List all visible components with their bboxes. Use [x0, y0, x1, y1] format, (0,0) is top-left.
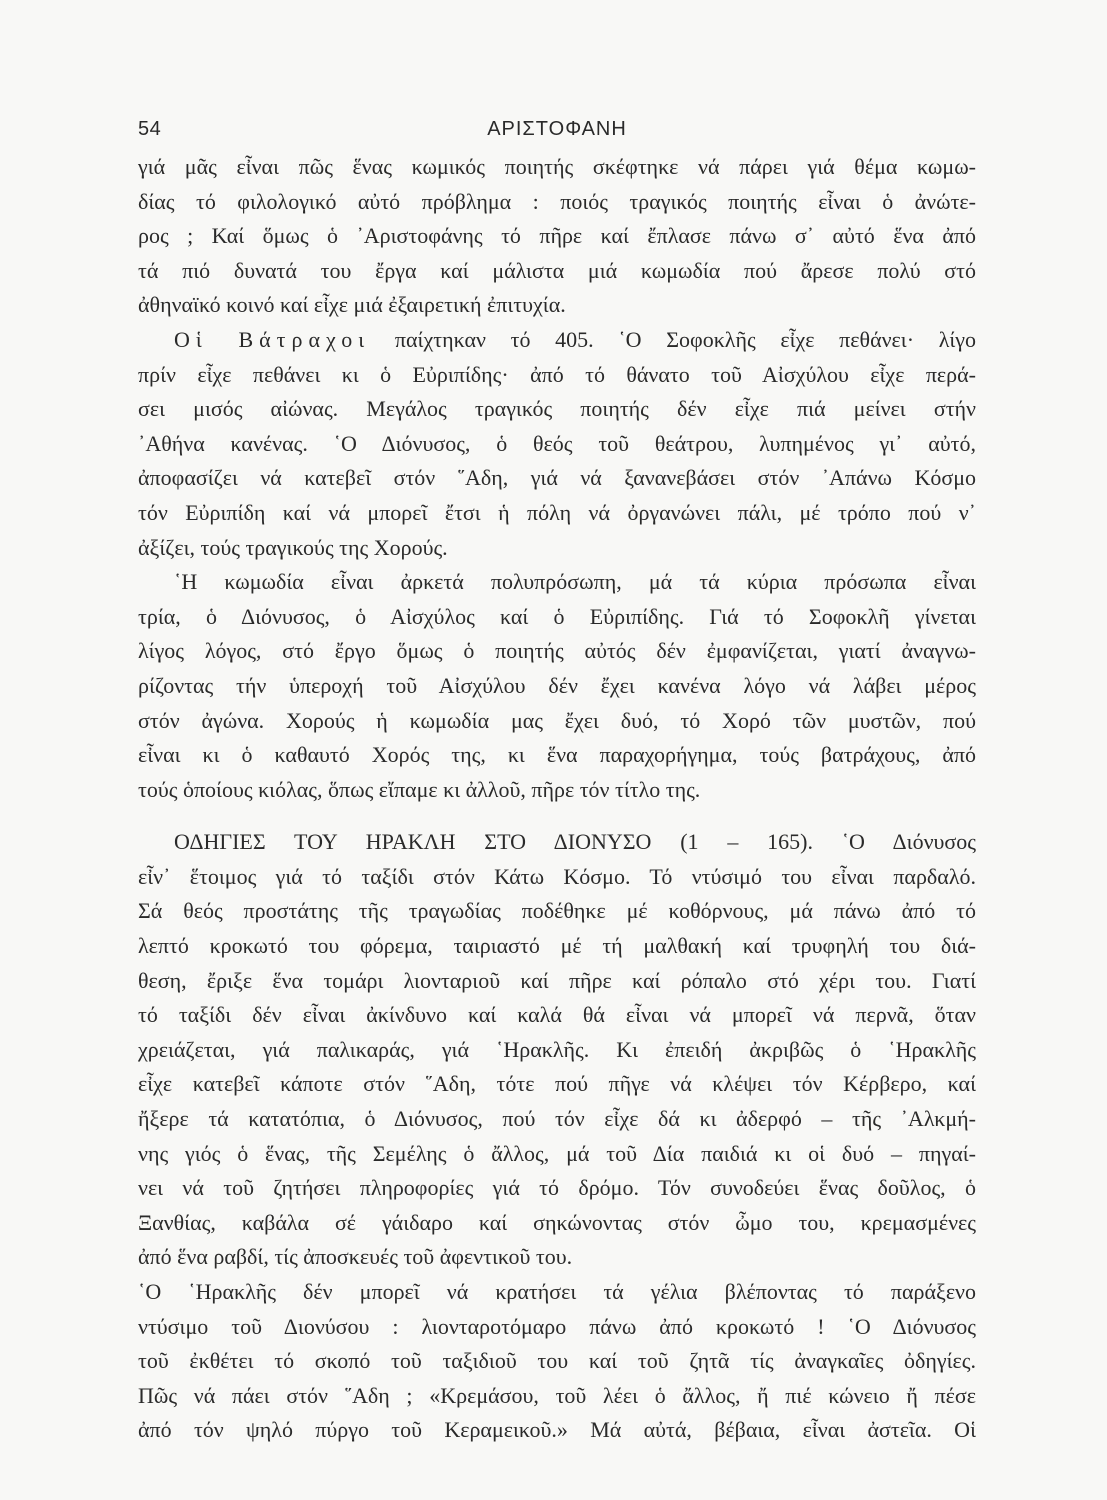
text-line: ἀπό τόν ψηλό πύργο τοῦ Κεραμεικοῦ.» Μά αὐτά, βέβαια, εἶναι ἀστεῖα. Οἱ	[138, 1417, 976, 1443]
text-line: δίας τό φιλολογικό αὐτό πρόβλημα : ποιός τραγικός ποιητής εἶναι ὁ ἀνώτε-	[138, 188, 976, 214]
text-line: ῾Η κωμωδία εἶναι ἀρκετά πολυπρόσωπη, μά τά κύρια πρόσωπα εἶναι	[174, 569, 976, 595]
text-line-rest: παίχτηκαν τό 405. ῾Ο Σοφοκλῆς εἶχε πεθάνει· λίγο	[394, 326, 977, 352]
text-line: ἀξίζει, τούς τραγικούς της Χορούς.	[138, 534, 448, 560]
text-line	[138, 323, 976, 358]
paragraph-heracles-laughs	[138, 1275, 976, 1448]
text-line: ντύσιμο τοῦ Διονύσου : λιονταροτόμαρο πάνω ἀπό κροκωτό ! ῾Ο Διόνυσος	[138, 1313, 976, 1339]
running-title: ΑΡΙΣΤΟΦΑΝΗ	[487, 118, 627, 140]
text-line: γιά μᾶς εἶναι πῶς ἕνας κωμικός ποιητής σκέφτηκε νά πάρει γιά θέμα κωμω-	[138, 154, 976, 179]
text-line: πρίν εἶχε πεθάνει κι ὁ Εὐριπίδης· ἀπό τό θάνατο τοῦ Αἰσχύλου εἶχε περά-	[138, 361, 976, 387]
text-line: χρειάζεται, γιά παλικαράς, γιά ῾Ηρακλῆς. Κι ἐπειδή ἀκριβῶς ὁ ῾Ηρακλῆς	[138, 1036, 976, 1062]
text-line: θεση, ἔριξε ἕνα τομάρι λιονταριοῦ καί πῆρε καί ρόπαλο στό χέρι του. Γιατί	[138, 967, 976, 993]
text-line: ᾿Αθήνα κανένας. ῾Ο Διόνυσος, ὁ θεός τοῦ θεάτρου, λυπημένος γι᾿ αὐτό,	[138, 430, 976, 456]
text-line: νης γιός ὁ ἕνας, τῆς Σεμέλης ὁ ἄλλος, μά τοῦ Δία παιδιά κι οἱ δυό – πηγαί-	[138, 1140, 976, 1166]
paragraph-characters	[138, 565, 976, 807]
paragraph-section-heracles	[138, 825, 976, 1275]
text-line: σει μισός αἰώνας. Μεγάλος τραγικός ποιητής δέν εἶχε πιά μείνει στήν	[138, 396, 976, 422]
text-line: ῾Ο ῾Ηρακλῆς δέν μπορεῖ νά κρατήσει τά γέλια βλέποντας τό παράξενο	[138, 1279, 976, 1304]
text-line: νει νά τοῦ ζητήσει πληροφορίες γιά τό δρόμο. Τόν συνοδεύει ἕνας δοῦλος, ὁ	[138, 1175, 976, 1201]
text-line: τούς ὁποίους κιόλας, ὅπως εἴπαμε κι ἀλλοῦ, πῆρε τόν τίτλο της.	[138, 776, 701, 802]
text-line: Πῶς νά πάει στόν ῞Αδη ; «Κρεμάσου, τοῦ λέει ὁ ἄλλος, ἤ πιέ κώνειο ἤ πέσε	[138, 1382, 976, 1408]
text-line: τά πιό δυνατά του ἔργα καί μάλιστα μιά κωμωδία πού ἄρεσε πολύ στό	[138, 257, 976, 283]
text-line: εἶναι κι ὁ καθαυτό Χορός της, κι ἕνα παραχορήγημα, τούς βατράχους, ἀπό	[138, 742, 976, 768]
section-heading-line: ΟΔΗΓΙΕΣ ΤΟΥ ΗΡΑΚΛΗ ΣΤΟ ΔΙΟΝΥΣΟ (1 – 165). ῾Ο Διόνυσος	[174, 829, 976, 855]
text-line: στόν ἀγώνα. Χορούς ἡ κωμωδία μας ἔχει δυό, τό Χορό τῶν μυστῶν, πού	[138, 707, 976, 733]
text-line: τόν Εὐριπίδη καί νά μπορεῖ ἔτσι ἡ πόλη νά ὀργανώνει πάλι, μέ τρόπο πού ν᾿	[138, 499, 976, 525]
text-line: ρος ; Καί ὅμως ὁ ᾿Αριστοφάνης τό πῆρε καί ἔπλασε πάνω σ᾿ αὐτό ἕνα ἀπό	[138, 223, 976, 249]
page-header	[138, 118, 976, 148]
text-line: Ξανθίας, καβάλα σέ γάιδαρο καί σηκώνοντας στόν ὦμο του, κρεμασμένες	[138, 1209, 976, 1235]
text-line: εἶν᾿ ἕτοιμος γιά τό ταξίδι στόν Κάτω Κόσμο. Τό ντύσιμό του εἶναι παρδαλό.	[138, 863, 976, 889]
page-number: 54	[138, 118, 162, 140]
text-line: Σά θεός προστάτης τῆς τραγωδίας ποδέθηκε μέ κοθόρνους, μά πάνω ἀπό τό	[138, 898, 976, 924]
text-line: τρία, ὁ Διόνυσος, ὁ Αἰσχύλος καί ὁ Εὐριπίδης. Γιά τό Σοφοκλῆ γίνεται	[138, 603, 976, 629]
paragraph-intro	[138, 150, 976, 323]
text-line: ρίζοντας τήν ὑπεροχή τοῦ Αἰσχύλου δέν ἔχει κανένα λόγο νά λάβει μέρος	[138, 672, 976, 698]
text-line: τοῦ ἐκθέτει τό σκοπό τοῦ ταξιδιοῦ του καί τοῦ ζητᾶ τίς ἀναγκαῖες ὀδηγίες.	[138, 1348, 976, 1374]
paragraph-frogs	[138, 323, 976, 565]
text-line: ἀπό ἕνα ραβδί, τίς ἀποσκευές τοῦ ἀφεντικοῦ του.	[138, 1244, 573, 1270]
text-line: εἶχε κατεβεῖ κάποτε στόν ῞Αδη, τότε πού πῆγε νά κλέψει τόν Κέρβερο, καί	[138, 1071, 976, 1097]
body-text	[138, 150, 976, 1448]
text-line: ἀθηναϊκό κοινό καί εἶχε μιά ἐξαιρετική ἐπιτυχία.	[138, 292, 566, 318]
text-line: λίγος λόγος, στό ἔργο ὅμως ὁ ποιητής αὐτός δέν ἐμφανίζεται, γιατί ἀναγνω-	[138, 638, 976, 664]
text-line: τό ταξίδι δέν εἶναι ἀκίνδυνο καί καλά θά εἶναι νά μπορεῖ νά περνᾶ, ὅταν	[138, 1002, 976, 1028]
text-line: λεπτό κροκωτό του φόρεμα, ταιριαστό μέ τή μαλθακή καί τρυφηλή του διά-	[138, 933, 976, 959]
text-line: ἀποφασίζει νά κατεβεῖ στόν ῞Αδη, γιά νά ξανανεβάσει στόν ᾿Απάνω Κόσμο	[138, 465, 976, 491]
play-title: Οἱ Βάτραχοι	[174, 326, 371, 352]
text-line: ἤξερε τά κατατόπια, ὁ Διόνυσος, πού τόν εἶχε δά κι ἀδερφό – τῆς ᾿Αλκμή-	[138, 1106, 976, 1132]
